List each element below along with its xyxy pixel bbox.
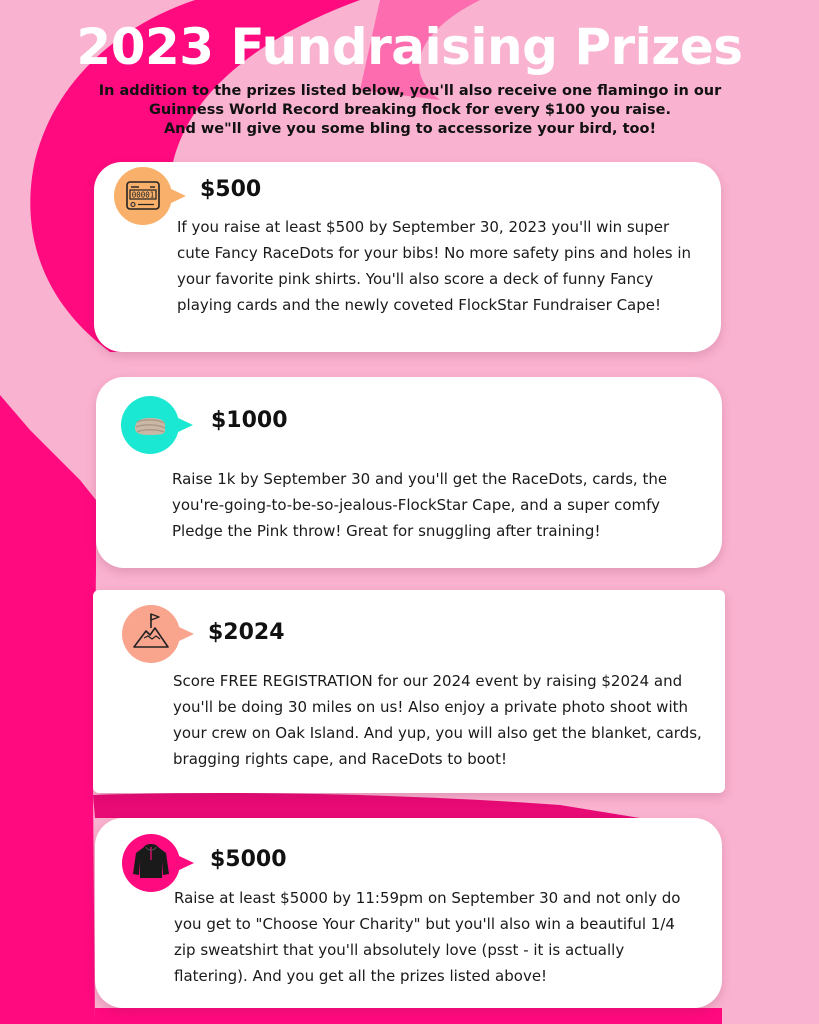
folded-blanket-icon <box>121 395 197 455</box>
prize-description: If you raise at least $500 by September 30, 2023 you'll win super cute Fancy RaceDots for your bibs! No more safety pins and holes in your favorite pink shirts. You'll also score a deck of funny Fancy playing cards and the newly coveted FlockStar Fundraiser Cape! <box>177 218 692 314</box>
prize-amount: $1000 <box>211 408 288 433</box>
svg-text:00001: 00001 <box>131 190 155 200</box>
prize-amount: $2024 <box>208 620 285 645</box>
mountain-flag-icon <box>122 604 198 664</box>
page-title: 2023 Fundraising Prizes <box>76 18 743 76</box>
prize-description: Raise 1k by September 30 and you'll get the RaceDots, cards, the you're-going-to-be-so-jealous-FlockStar Cape, and a super comfy Pledge the Pink throw! Great for snuggling after training! <box>172 470 668 540</box>
intro-line: Guinness World Record breaking flock for every $100 you raise. <box>149 102 671 118</box>
intro-line: And we"ll give you some bling to accessorize your bird, too! <box>163 121 657 137</box>
prize-amount: $5000 <box>210 847 287 872</box>
intro-line: In addition to the prizes listed below, you'll also receive one flamingo in our <box>98 83 722 99</box>
prize-amount: $500 <box>200 177 262 202</box>
prize-description: Raise at least $5000 by 11:59pm on September 30 and not only do you get to "Choose Your Charity" but you'll also win a beautiful 1/4 zip sweatshirt that you'll absolutely love (psst - it is actually flatering). And you get all the prizes listed above! <box>174 889 681 985</box>
zip-sweatshirt-icon <box>122 833 198 893</box>
prize-description: Score FREE REGISTRATION for our 2024 event by raising $2024 and you'll be doing 30 miles on us! Also enjoy a private photo shoot with your crew on Oak Island. And yup, you will also get the blanket, cards, bragging rights cape, and RaceDots to boot! <box>173 672 702 768</box>
intro-text <box>60 82 760 139</box>
